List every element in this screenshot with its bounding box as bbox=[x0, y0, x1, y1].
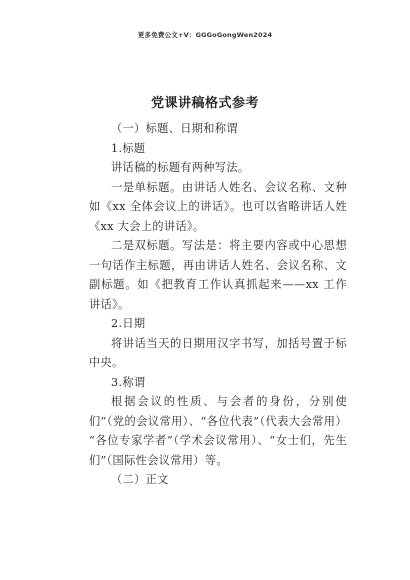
subheading-salutation: 3.称谓 bbox=[111, 375, 146, 389]
paragraph-line: 如《xx 全体会议上的讲话》。也可以省略讲话人姓 bbox=[89, 200, 347, 213]
paragraph-line: 将讲话当天的日期用汉字书写，加括号置于标 bbox=[111, 336, 347, 350]
paragraph-line: 们”（党的会议常用）、“各位代表”（代表大会常用） bbox=[89, 414, 347, 428]
header-note: 更多免费公文+V：GGGoGongWen2024 bbox=[137, 31, 273, 39]
paragraph-line: 讲话》。 bbox=[89, 297, 130, 311]
section-heading-1: （一）标题、日期和称谓 bbox=[111, 122, 238, 135]
paragraph-line: “各位专家学者”（学术会议常用）、“女士们，先生 bbox=[89, 434, 347, 447]
paragraph-line: 《xx 大会上的讲话》。 bbox=[89, 219, 205, 233]
document-body bbox=[89, 119, 347, 490]
subheading-date: 2.日期 bbox=[111, 317, 146, 330]
section-heading-2: （二）正文 bbox=[111, 473, 169, 486]
document-title: 党课讲稿格式参考 bbox=[150, 96, 259, 111]
subheading-title: 1.标题 bbox=[111, 141, 146, 155]
paragraph-line: 讲话稿的标题有两种写法。 bbox=[111, 161, 250, 174]
paragraph-line: 中央。 bbox=[89, 356, 124, 369]
paragraph-line: 一句话作主标题，再由讲话人姓名、会议名称、文 bbox=[89, 258, 347, 272]
paragraph-line: 二是双标题。写法是：将主要内容或中心思想 bbox=[111, 239, 347, 252]
paragraph-line: 一是单标题。由讲话人姓名、会议名称、文种 bbox=[111, 180, 347, 194]
paragraph-line: 们”（国际性会议常用）等。 bbox=[89, 453, 228, 467]
paragraph-line: 副标题。如《把教育工作认真抓起来——xx 工作 bbox=[89, 278, 347, 291]
paragraph-line: 根据会议的性质、与会者的身份，分别使 bbox=[111, 395, 347, 408]
